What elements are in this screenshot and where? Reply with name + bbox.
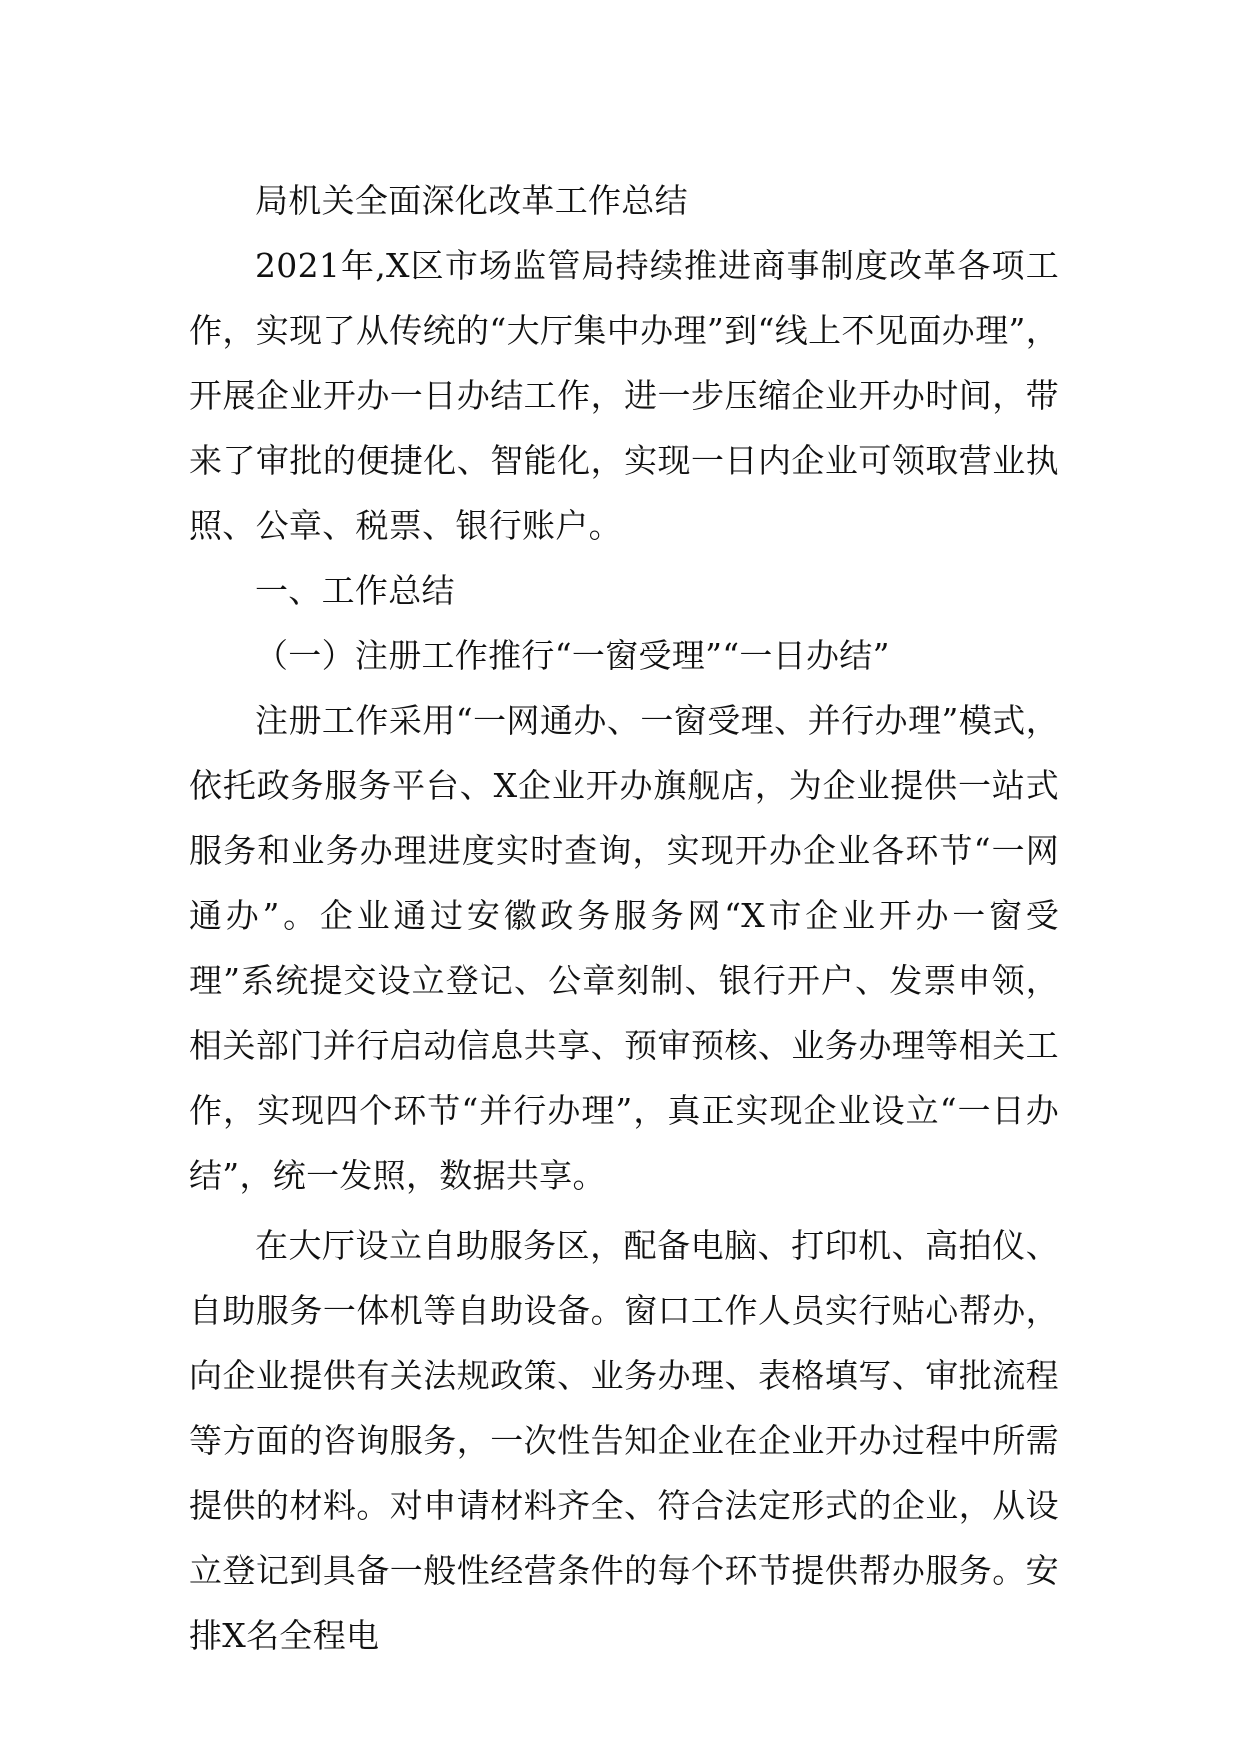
section-heading: 一、工作总结	[255, 571, 455, 610]
paragraph-intro: 2021年,X区市场监管局持续推进商事制度改革各项工作，实现了从传统的“大厅集中办理”到“线上不见面办理”，开展企业开办一日办结工作，进一步压缩企业开办时间，带来了审批的便捷化、智能化，实现一日内企业可领取营业执照、公章、税票、银行账户。	[189, 246, 1059, 545]
paragraph-self-service: 在大厅设立自助服务区，配备电脑、打印机、高拍仪、自助服务一体机等自助设备。窗口工作人员实行贴心帮办，向企业提供有关法规政策、业务办理、表格填写、审批流程等方面的咨询服务，一次性告知企业在企业开办过程中所需提供的材料。对申请材料齐全、符合法定形式的企业，从设立登记到具备一般性经营条件的每个环节提供帮办服务。安排X名全程电	[189, 1226, 1059, 1655]
subsection-heading: （一）注册工作推行“一窗受理”“一日办结”	[255, 636, 890, 675]
document-title: 局机关全面深化改革工作总结	[255, 181, 688, 220]
document-body	[189, 168, 1059, 1668]
paragraph-registration: 注册工作采用“一网通办、一窗受理、并行办理”模式，依托政务服务平台、X企业开办旗舰店，为企业提供一站式服务和业务办理进度实时查询，实现开办企业各环节“一网通办”。企业通过安徽政务服务网“X市企业开办一窗受理”系统提交设立登记、公章刻制、银行开户、发票申领，相关部门并行启动信息共享、预审预核、业务办理等相关工作，实现四个环节“并行办理”，真正实现企业设立“一日办结”，统一发照，数据共享。	[189, 701, 1059, 1195]
